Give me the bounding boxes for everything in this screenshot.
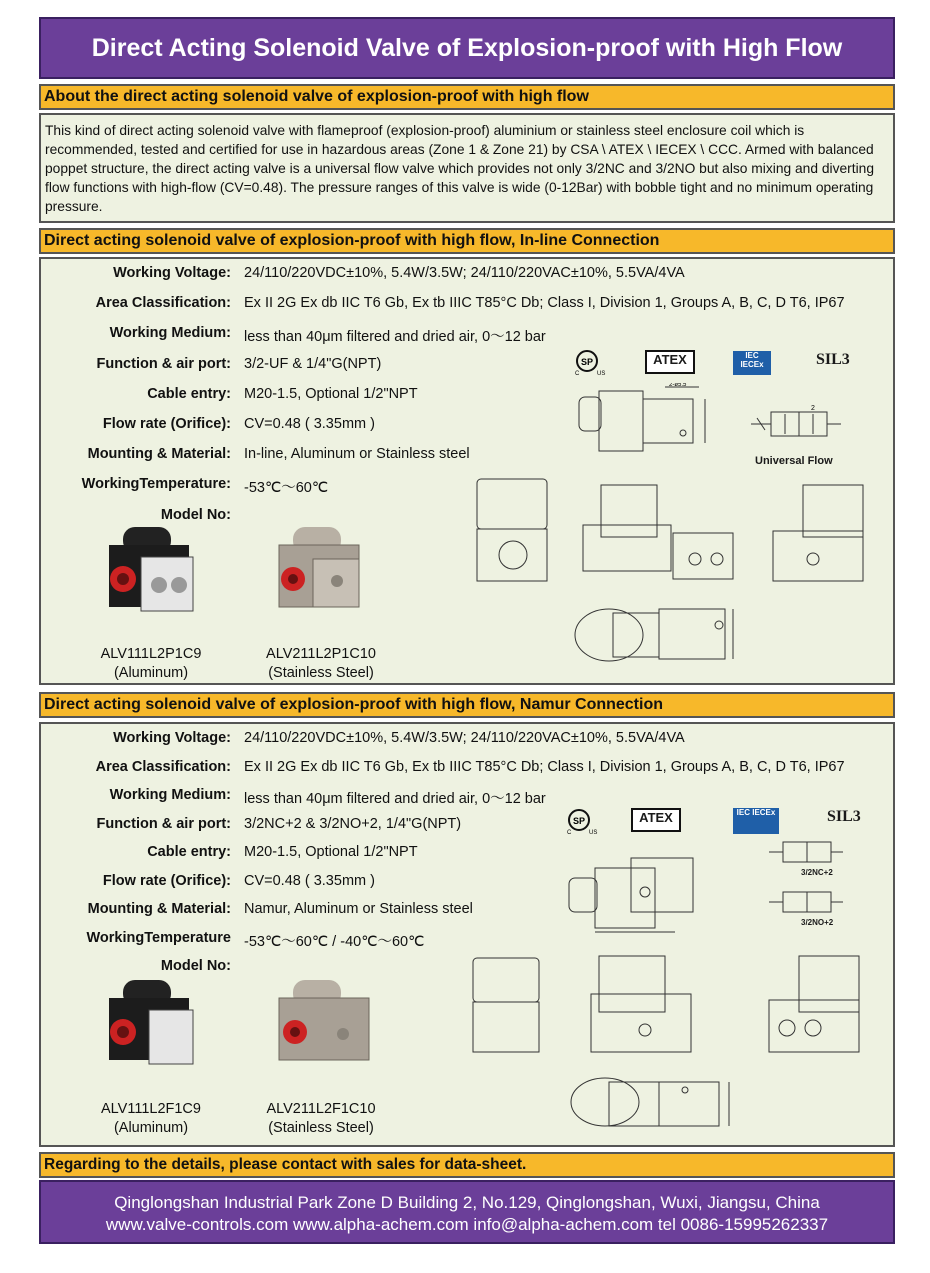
spec-label: Area Classification: [95, 295, 231, 312]
svg-text:2: 2 [811, 405, 815, 412]
sil-logo: SIL3 [816, 351, 850, 368]
about-text: This kind of direct acting solenoid valve with flameproof (explosion-proof) aluminium or stainless steel enclosure coil which is recommended, tested and certified for use in hazardous areas (Zone 1 & Zone 21) by CSA \ ATEX \ IECEX \ CCC. Armed with balanced poppet structure, the direct acting valve is a universal flow valve which provides not only 3/2NC and 3/2NO but also mixing and diverting flow functions with high-flow (CV=0.48). The pressure ranges of this valve is wide (0-12Bar) with bobble tight and no minimum operating pressure. [45, 123, 875, 214]
inline-bottom-view-drawing [569, 595, 749, 679]
spec-row [41, 730, 901, 752]
svg-text:SP: SP [573, 816, 586, 826]
about-panel [39, 113, 895, 223]
spec-label: Model No: [160, 506, 231, 523]
namur-top-view-drawing [565, 848, 745, 938]
namur-side-views-drawing [469, 936, 879, 1066]
csa-logo-icon [573, 349, 613, 377]
namur-steel-valve-image [263, 974, 383, 1074]
spec-label: WorkingTemperature [86, 929, 231, 946]
spec-label: Cable entry: [147, 844, 231, 860]
svg-text:C: C [575, 371, 580, 377]
universal-flow-label: Universal Flow [755, 455, 833, 467]
spec-label: Flow rate (Orifice): [102, 416, 231, 432]
spec-label: Flow rate (Orifice): [102, 872, 231, 889]
spec-value: Namur, Aluminum or Stainless steel [244, 901, 473, 917]
atex-logo: ATEX [645, 350, 695, 374]
spec-row [41, 265, 901, 287]
namur-panel [39, 722, 895, 1147]
spec-label: Area Classification: [95, 758, 231, 775]
inline-panel [39, 257, 895, 685]
spec-label: Working Medium: [109, 325, 231, 342]
iecex-logo: IEC IECEx [733, 808, 779, 834]
spec-row [41, 356, 901, 378]
spec-value: -53℃～60℃ / -40℃～60℃ [244, 933, 425, 950]
spec-row [41, 325, 901, 347]
namur-model-steel [241, 1100, 401, 1138]
page-title [39, 17, 895, 79]
svg-text:US: US [589, 830, 598, 836]
model-material: (Stainless Steel) [268, 665, 374, 681]
spec-value: Ex II 2G Ex db IIC T6 Gb, Ex tb IIIC T85°C Db; Class I, Division 1, Groups A, B, C, D T6, IP67 [244, 758, 845, 775]
svg-text:2-ø5.5: 2-ø5.5 [669, 383, 687, 388]
model-code: ALV211L2P1C10 [266, 646, 376, 662]
spec-label: Working Medium: [109, 787, 231, 803]
iecex-logo: IEC IECEx [733, 351, 771, 375]
universal-flow-symbol [741, 404, 861, 454]
spec-label: WorkingTemperature: [81, 476, 231, 493]
spec-label: Mounting & Material: [87, 901, 231, 917]
model-code: ALV111L2F1C9 [101, 1101, 201, 1117]
namur-function-symbols [763, 828, 863, 928]
namur-bottom-view-drawing [565, 1070, 745, 1140]
inline-side-views-drawing [473, 465, 883, 595]
namur-aluminum-valve-image [93, 974, 203, 1074]
spec-label: Model No: [160, 958, 231, 974]
namur-model-aluminum [81, 1100, 221, 1138]
spec-value: In-line, Aluminum or Stainless steel [244, 446, 470, 463]
spec-row [41, 787, 901, 809]
model-material: (Aluminum) [113, 665, 189, 681]
symbol-label-nc: 3/2NC+2 [801, 868, 833, 877]
spec-value: 24/110/220VDC±10%, 5.4W/3.5W; 24/110/220VAC±10%, 5.5VA/4VA [244, 265, 685, 281]
atex-logo: ATEX [631, 808, 681, 832]
spec-row [41, 295, 901, 317]
svg-text:US: US [597, 371, 606, 377]
inline-top-view-drawing [569, 383, 719, 459]
contact-note: Regarding to the details, please contact with sales for data-sheet. [39, 1152, 895, 1178]
model-code: ALV111L2P1C9 [100, 646, 202, 662]
spec-row [41, 759, 901, 781]
spec-value: 3/2NC+2 & 3/2NO+2, 1/4"G(NPT) [244, 815, 462, 832]
page-title-text: Direct Acting Solenoid Valve of Explosion-proof with High Flow [91, 33, 843, 62]
spec-label: Function & air port: [96, 355, 231, 372]
svg-text:SP: SP [581, 357, 594, 367]
svg-text:C: C [567, 830, 572, 836]
footer-address: Qinglongshan Industrial Park Zone D Building 2, No.129, Qinglongshan, Wuxi, Jiangsu, China [114, 1193, 820, 1212]
footer-contacts: www.valve-controls.com www.alpha-achem.com info@alpha-achem.com tel 0086-15995262337 [105, 1215, 829, 1234]
spec-value: 24/110/220VDC±10%, 5.4W/3.5W; 24/110/220VAC±10%, 5.5VA/4VA [244, 730, 685, 746]
spec-value: CV=0.48 ( 3.35mm ) [244, 416, 375, 432]
inline-model-aluminum [81, 645, 221, 683]
spec-label: Mounting & Material: [87, 446, 231, 463]
spec-value: -53℃～60℃ [244, 480, 329, 497]
spec-value: less than 40μm filtered and dried air, 0～12 bar [244, 329, 546, 346]
spec-label: Working Voltage: [113, 265, 231, 281]
csa-logo-icon [565, 808, 605, 836]
about-heading: About the direct acting solenoid valve of explosion-proof with high flow [39, 84, 895, 110]
inline-heading: Direct acting solenoid valve of explosion-proof with high flow, In-line Connection [39, 228, 895, 254]
spec-label: Working Voltage: [113, 730, 231, 746]
inline-model-steel [241, 645, 401, 683]
spec-value: M20-1.5, Optional 1/2"NPT [244, 385, 418, 402]
spec-label: Cable entry: [147, 385, 231, 402]
spec-value: 3/2-UF & 1/4"G(NPT) [244, 355, 382, 372]
sil-logo: SIL3 [827, 808, 861, 825]
footer [39, 1180, 895, 1244]
inline-steel-valve-image [263, 521, 373, 621]
spec-value: less than 40μm filtered and dried air, 0～12 bar [244, 791, 546, 807]
symbol-label-no: 3/2NO+2 [801, 918, 834, 927]
model-code: ALV211L2F1C10 [266, 1101, 376, 1117]
spec-value: CV=0.48 ( 3.35mm ) [244, 872, 375, 889]
spec-label: Function & air port: [96, 815, 231, 832]
inline-aluminum-valve-image [93, 521, 203, 621]
namur-heading: Direct acting solenoid valve of explosion-proof with high flow, Namur Connection [39, 692, 895, 718]
spec-value: M20-1.5, Optional 1/2"NPT [244, 844, 418, 860]
model-material: (Aluminum) [113, 1120, 189, 1136]
model-material: (Stainless Steel) [268, 1120, 374, 1136]
spec-value: Ex II 2G Ex db IIC T6 Gb, Ex tb IIIC T85°C Db; Class I, Division 1, Groups A, B, C, D T6, IP67 [244, 295, 845, 312]
